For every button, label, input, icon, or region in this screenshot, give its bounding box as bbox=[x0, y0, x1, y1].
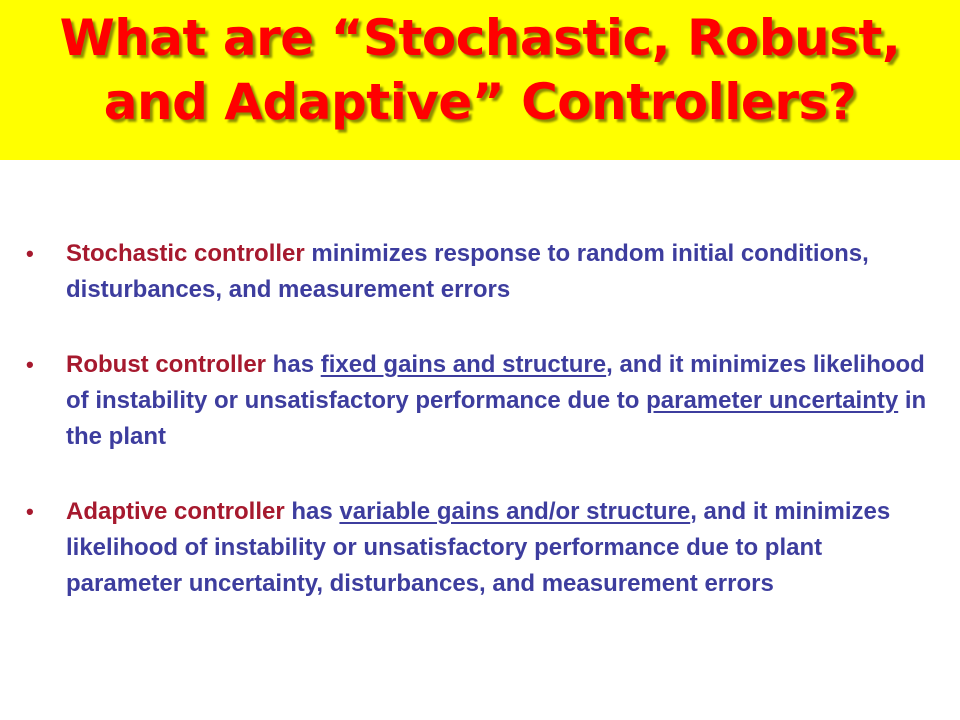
bullet-item-robust bbox=[26, 347, 936, 455]
term-adaptive: Adaptive controller bbox=[66, 498, 285, 525]
bullet-list bbox=[26, 236, 936, 602]
bullet-item-stochastic bbox=[26, 236, 936, 308]
slide-title-line-1: What are “Stochastic, Robust, bbox=[59, 9, 901, 67]
slide-title-line-2: and Adaptive” Controllers? bbox=[103, 73, 857, 131]
adaptive-underline-variable-gains: variable gains and/or structure bbox=[339, 498, 691, 525]
term-stochastic: Stochastic controller bbox=[66, 240, 305, 267]
robust-underline-parameter-uncertainty: parameter uncertainty bbox=[646, 387, 899, 414]
bullet-icon: • bbox=[26, 352, 34, 377]
bullet-icon: • bbox=[26, 241, 34, 266]
stochastic-description: minimizes response to random initial conditions, disturbances, and measurement errors bbox=[66, 240, 869, 303]
adaptive-text-pre: has bbox=[284, 498, 340, 525]
bullet-icon: • bbox=[26, 499, 34, 524]
robust-text-mid: , and it minimizes likelihood of instability or unsatisfactory performance due to bbox=[66, 351, 925, 414]
robust-text-pre: has bbox=[266, 351, 321, 378]
adaptive-text-post: , and it minimizes likelihood of instability or unsatisfactory performance due to plant parameter uncertainty, disturbances, and measurement errors bbox=[66, 498, 891, 597]
slide-title bbox=[0, 6, 960, 134]
bullet-item-adaptive bbox=[26, 494, 936, 602]
term-robust: Robust controller bbox=[66, 351, 267, 378]
robust-underline-fixed-gains: fixed gains and structure bbox=[320, 351, 607, 378]
robust-text-post: in the plant bbox=[66, 387, 927, 450]
title-band bbox=[0, 0, 960, 160]
